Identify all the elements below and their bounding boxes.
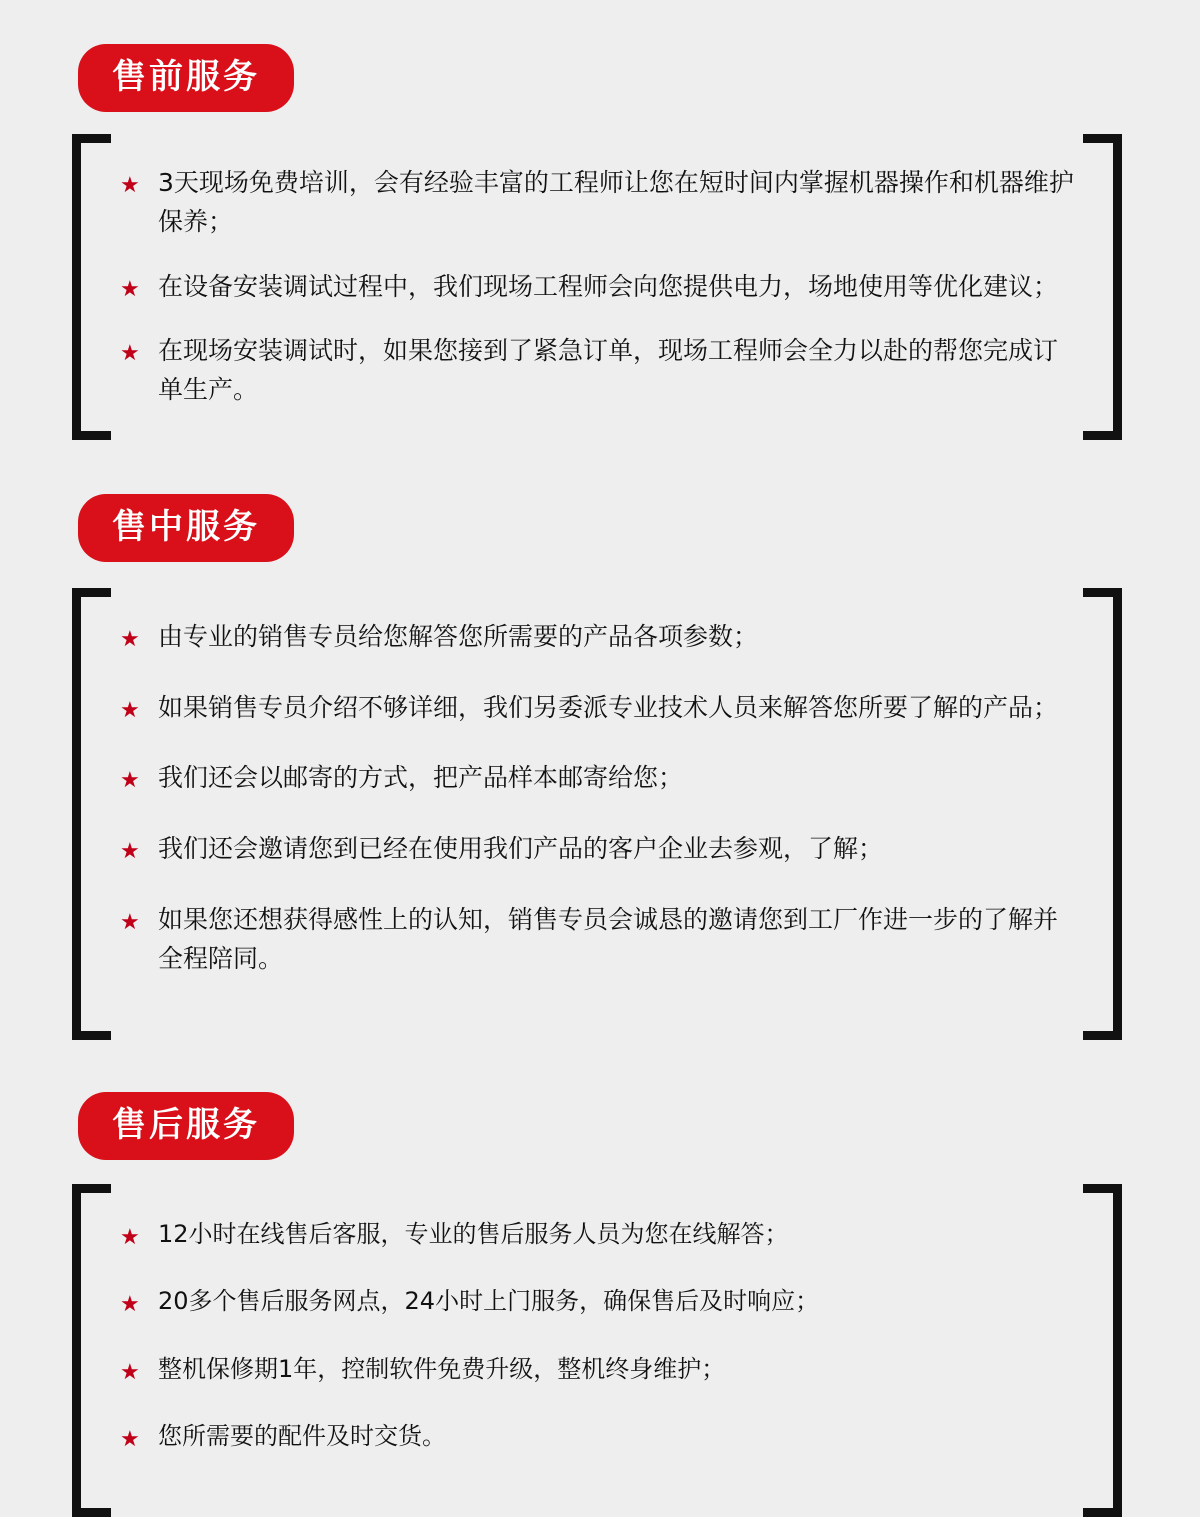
list-presale bbox=[118, 164, 1082, 410]
list-insale bbox=[118, 618, 1082, 979]
list-aftersale bbox=[118, 1216, 1082, 1455]
list-item-text: 我们还会邀请您到已经在使用我们产品的客户企业去参观，了解； bbox=[158, 834, 884, 863]
star-icon: ★ bbox=[120, 839, 140, 864]
list-item-text: 3天现场免费培训，会有经验丰富的工程师让您在短时间内掌握机器操作和机器维护保养； bbox=[158, 168, 1074, 236]
section-title-aftersale: 售后服务 bbox=[78, 1092, 294, 1160]
bracket-frame-aftersale bbox=[72, 1184, 1122, 1517]
star-icon: ★ bbox=[120, 1359, 140, 1385]
star-icon: ★ bbox=[120, 341, 140, 367]
list-item-text: 在设备安装调试过程中，我们现场工程师会向您提供电力，场地使用等优化建议； bbox=[158, 271, 1059, 301]
list-item-text: 12小时在线售后客服，专业的售后服务人员为您在线解答； bbox=[158, 1220, 789, 1249]
list-item-text: 由专业的销售专员给您解答您所需要的产品各项参数； bbox=[158, 621, 759, 651]
section-title-presale: 售前服务 bbox=[78, 44, 294, 112]
bracket-frame-insale bbox=[72, 588, 1122, 1041]
list-item-text: 整机保修期1年，控制软件免费升级，整机终身维护； bbox=[158, 1354, 726, 1383]
star-icon: ★ bbox=[120, 697, 140, 723]
section-presale bbox=[0, 0, 1200, 440]
list-item bbox=[118, 332, 1082, 410]
star-icon: ★ bbox=[120, 1225, 140, 1251]
star-icon: ★ bbox=[120, 173, 140, 198]
star-icon: ★ bbox=[120, 626, 140, 652]
list-item bbox=[118, 830, 1082, 869]
list-item-text: 我们还会以邮寄的方式，把产品样本邮寄给您； bbox=[158, 763, 684, 793]
bracket-frame-presale bbox=[72, 134, 1122, 440]
list-item bbox=[118, 618, 1082, 657]
section-aftersale bbox=[0, 1040, 1200, 1517]
section-insale bbox=[0, 440, 1200, 1041]
list-item bbox=[118, 268, 1082, 307]
list-item bbox=[118, 1351, 1082, 1388]
star-icon: ★ bbox=[120, 1426, 140, 1452]
section-title-insale: 售中服务 bbox=[78, 494, 294, 562]
list-item bbox=[118, 1283, 1082, 1320]
star-icon: ★ bbox=[120, 1292, 140, 1318]
list-item bbox=[118, 1418, 1082, 1455]
list-item bbox=[118, 164, 1082, 242]
list-item-text: 如果销售专员介绍不够详细，我们另委派专业技术人员来解答您所要了解的产品； bbox=[158, 692, 1059, 722]
list-item bbox=[118, 901, 1082, 979]
list-item bbox=[118, 1216, 1082, 1253]
list-item-text: 您所需要的配件及时交货。 bbox=[158, 1421, 446, 1450]
star-icon: ★ bbox=[120, 768, 140, 794]
list-item-text: 20多个售后服务网点，24小时上门服务，确保售后及时响应； bbox=[158, 1287, 820, 1316]
list-item-text: 在现场安装调试时，如果您接到了紧急订单，现场工程师会全力以赴的帮您完成订单生产。 bbox=[158, 336, 1059, 404]
star-icon: ★ bbox=[120, 909, 140, 935]
list-item-text: 如果您还想获得感性上的认知，销售专员会诚恳的邀请您到工厂作进一步的了解并全程陪同。 bbox=[158, 904, 1059, 973]
list-item bbox=[118, 689, 1082, 728]
star-icon: ★ bbox=[120, 276, 140, 302]
list-item bbox=[118, 759, 1082, 798]
